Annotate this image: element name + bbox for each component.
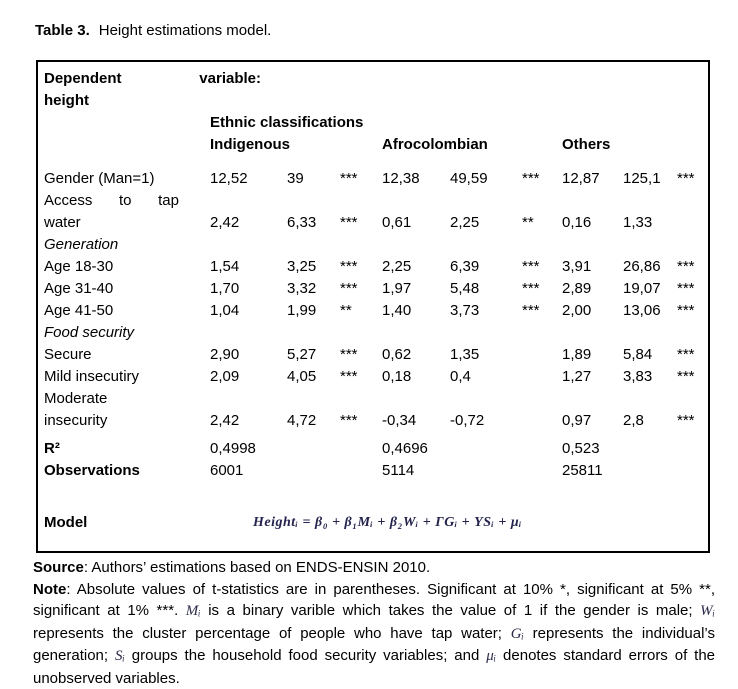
sig-indigenous: *** (340, 212, 382, 234)
sig-afrocolombian: *** (522, 300, 562, 322)
sig-indigenous: *** (340, 344, 382, 366)
sig-afrocolombian: *** (522, 168, 562, 190)
coef-indigenous: 1,04 (210, 300, 287, 322)
tstat-indigenous: 4,05 (287, 366, 340, 388)
table-caption-text: Height estimations model. (99, 22, 272, 39)
sig-others: *** (677, 256, 708, 278)
table-row-secure (44, 344, 708, 366)
row-label: Gender (Man=1) (44, 168, 210, 190)
math-var-mu: μᵢ (486, 648, 496, 664)
dependent-variable-line (44, 68, 261, 90)
table-section-generation (44, 234, 708, 256)
sig-afrocolombian (522, 344, 562, 366)
coef-afrocolombian: 0,62 (382, 344, 450, 366)
math-var-g: Gᵢ (511, 626, 524, 642)
note-paragraph: Note: Absolute values of t-statistics are in parentheses. Significant at 10% *, significant at 5% **, significant at 1% ***. Mᵢ is a binary varible which takes the value of 1 if the gender is male; Wᵢ represents the cluster percentage of people who have tap water; Gᵢ represents the individual’s generation; Sᵢ groups the household food security variables; and μᵢ denotes standard errors of the unobserved variables. (33, 579, 715, 689)
sig-indigenous: *** (340, 278, 382, 300)
r2-others: 0,523 (562, 438, 708, 460)
tstat-others: 26,86 (623, 256, 677, 278)
column-header-others: Others (562, 134, 708, 156)
coef-afrocolombian: 1,97 (382, 278, 450, 300)
tstat-others: 5,84 (623, 344, 677, 366)
coef-indigenous: 2,90 (210, 344, 287, 366)
tstat-others: 13,06 (623, 300, 677, 322)
table-caption (35, 22, 271, 39)
tstat-indigenous: 3,32 (287, 278, 340, 300)
table-notes (33, 557, 715, 689)
table-row-r-squared (44, 438, 708, 460)
group-header-row (44, 112, 708, 134)
tstat-afrocolombian: 49,59 (450, 168, 522, 190)
sig-indigenous: *** (340, 256, 382, 278)
dependent-word: Dependent (44, 68, 122, 90)
source-line: Source: Authors’ estimations based on ENDS-ENSIN 2010. (33, 557, 715, 579)
table-row-tap-water (44, 190, 708, 234)
coef-indigenous: 2,09 (210, 366, 287, 388)
table-section-food-security (44, 322, 708, 344)
section-label: Food security (44, 322, 210, 344)
coef-others: 3,91 (562, 256, 623, 278)
coef-afrocolombian: -0,34 (382, 410, 450, 432)
tstat-indigenous: 3,25 (287, 256, 340, 278)
tstat-afrocolombian: -0,72 (450, 410, 522, 432)
table-caption-number: Table 3. (35, 22, 90, 39)
math-var-m: Mᵢ (186, 603, 201, 619)
sig-indigenous: *** (340, 168, 382, 190)
group-header: Ethnic classifications (210, 112, 708, 134)
sig-others: *** (677, 366, 708, 388)
sig-others: *** (677, 168, 708, 190)
obs-indigenous: 6001 (210, 460, 382, 482)
tstat-others: 2,8 (623, 410, 677, 432)
coef-indigenous: 2,42 (210, 410, 287, 432)
tstat-others: 1,33 (623, 212, 677, 234)
table-row-model (44, 512, 708, 534)
variable-word: variable: (199, 68, 261, 90)
tstat-afrocolombian: 3,73 (450, 300, 522, 322)
column-header-indigenous: Indigenous (210, 134, 382, 156)
row-label: Age 18-30 (44, 256, 210, 278)
coef-others: 12,87 (562, 168, 623, 190)
coef-indigenous: 12,52 (210, 168, 287, 190)
coef-afrocolombian: 1,40 (382, 300, 450, 322)
sig-indigenous: ** (340, 300, 382, 322)
coef-indigenous: 1,54 (210, 256, 287, 278)
tstat-afrocolombian: 2,25 (450, 212, 522, 234)
tstat-indigenous: 39 (287, 168, 340, 190)
obs-afrocolombian: 5114 (382, 460, 562, 482)
stat-label: Observations (44, 460, 210, 482)
coef-others: 0,16 (562, 212, 623, 234)
table-3 (36, 60, 710, 553)
row-label: Mild insecutiry (44, 366, 210, 388)
table-row-age-18-30 (44, 256, 708, 278)
coef-afrocolombian: 12,38 (382, 168, 450, 190)
tstat-others: 3,83 (623, 366, 677, 388)
column-header-row (44, 134, 708, 156)
sig-others: *** (677, 410, 708, 432)
coef-others: 1,27 (562, 366, 623, 388)
table-row-mild-insecurity (44, 366, 708, 388)
row-label: Access to tap water (44, 190, 210, 234)
sig-afrocolombian: *** (522, 256, 562, 278)
tstat-indigenous: 6,33 (287, 212, 340, 234)
coef-indigenous: 1,70 (210, 278, 287, 300)
model-label: Model (44, 512, 210, 534)
section-label: Generation (44, 234, 210, 256)
tstat-indigenous: 5,27 (287, 344, 340, 366)
sig-afrocolombian (522, 366, 562, 388)
row-label: Secure (44, 344, 210, 366)
coef-others: 2,89 (562, 278, 623, 300)
tstat-afrocolombian: 1,35 (450, 344, 522, 366)
spacer (44, 482, 708, 512)
obs-others: 25811 (562, 460, 708, 482)
stat-label: R² (44, 438, 210, 460)
coef-indigenous: 2,42 (210, 212, 287, 234)
tstat-indigenous: 1,99 (287, 300, 340, 322)
row-label: Moderate insecurity (44, 388, 210, 432)
tstat-others: 125,1 (623, 168, 677, 190)
row-label: Age 31-40 (44, 278, 210, 300)
table-row-age-41-50 (44, 300, 708, 322)
tstat-afrocolombian: 5,48 (450, 278, 522, 300)
coef-afrocolombian: 0,61 (382, 212, 450, 234)
table-row-moderate-insecurity (44, 388, 708, 432)
table-row-observations (44, 460, 708, 482)
coef-afrocolombian: 0,18 (382, 366, 450, 388)
tstat-others: 19,07 (623, 278, 677, 300)
row-label: Age 41-50 (44, 300, 210, 322)
table-row-age-31-40 (44, 278, 708, 300)
tstat-afrocolombian: 6,39 (450, 256, 522, 278)
sig-indigenous: *** (340, 410, 382, 432)
sig-others: *** (677, 300, 708, 322)
r2-indigenous: 0,4998 (210, 438, 382, 460)
sig-others: *** (677, 344, 708, 366)
dependent-variable-name: height (44, 90, 708, 112)
spacer (44, 156, 708, 168)
sig-afrocolombian: *** (522, 278, 562, 300)
model-equation: Heightᵢ = β₀ + β₁Mᵢ + β₂Wᵢ + ΓGᵢ + ΥSᵢ + μᵢ (253, 512, 522, 534)
coef-others: 0,97 (562, 410, 623, 432)
math-var-w: Wᵢ (700, 603, 715, 619)
coef-others: 1,89 (562, 344, 623, 366)
column-header-afrocolombian: Afrocolombian (382, 134, 562, 156)
sig-afrocolombian: ** (522, 212, 562, 234)
table-row-gender (44, 168, 708, 190)
math-var-s: Sᵢ (115, 648, 125, 664)
tstat-afrocolombian: 0,4 (450, 366, 522, 388)
sig-indigenous: *** (340, 366, 382, 388)
r2-afrocolombian: 0,4696 (382, 438, 562, 460)
tstat-indigenous: 4,72 (287, 410, 340, 432)
sig-others: *** (677, 278, 708, 300)
coef-afrocolombian: 2,25 (382, 256, 450, 278)
coef-others: 2,00 (562, 300, 623, 322)
